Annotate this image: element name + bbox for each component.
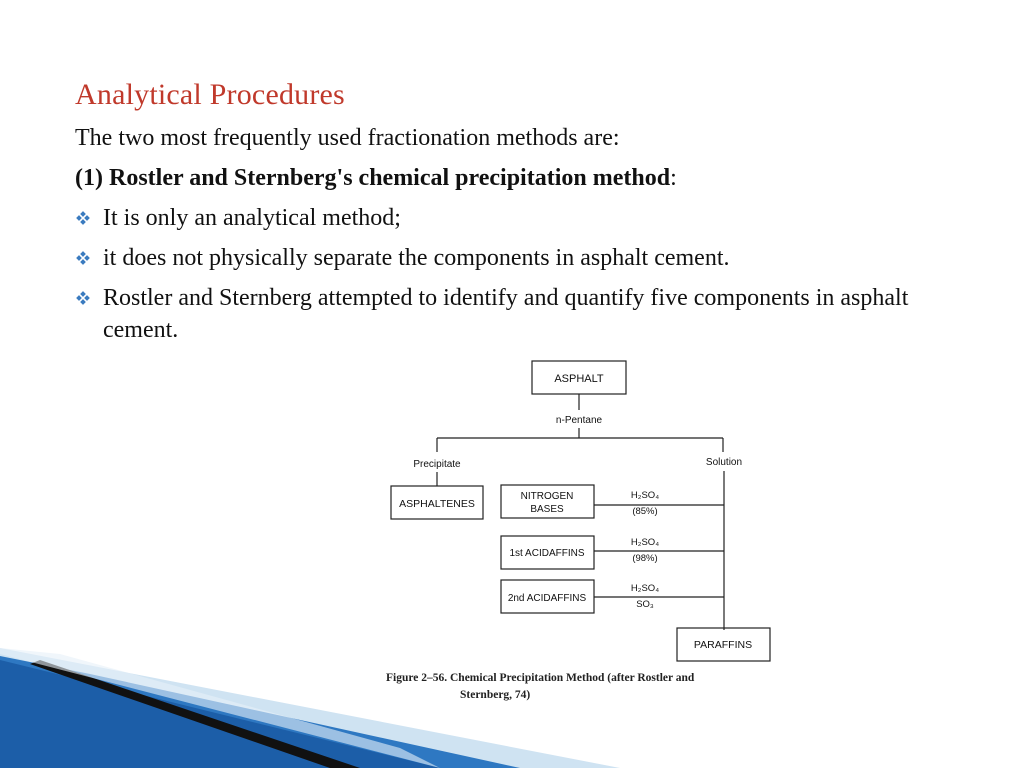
diamond-bullet-icon [75,282,91,314]
figure-caption-line2: Sternberg, 74) [460,689,531,701]
asphaltenes-label: ASPHALTENES [399,498,475,510]
intro-line: The two most frequently used fractionation methods are: [75,125,620,151]
diamond-bullet-icon [75,202,91,234]
bases-label: BASES [530,504,564,515]
acidaffins2-label: 2nd ACIDAFFINS [507,593,587,604]
method-heading [75,162,677,194]
bullet-text: Rostler and Sternberg attempted to identify and quantify five components in asphalt cement. [103,285,909,343]
acidaffins1-label: 1st ACIDAFFINS [509,548,585,559]
reagent3-label: H₂SO₄ [630,583,660,594]
nitrogen-label: NITROGEN [520,491,574,502]
method-heading-colon: : [670,165,677,191]
bullet-text: it does not physically separate the components in asphalt cement. [103,245,730,271]
slide-title: Analytical Procedures [75,78,345,111]
precipitate-label: Precipitate [413,459,461,470]
paraffins-label: PARAFFINS [693,639,753,651]
asphalt-label: ASPHALT [554,373,604,385]
reagent1-label: H₂SO₄ [630,490,660,501]
solution-label: Solution [705,457,743,468]
diamond-bullet-icon [75,242,91,274]
figure-caption-line1: Figure 2–56. Chemical Precipitation Method (after Rostler and [386,672,695,684]
method-heading-text: (1) Rostler and Sternberg's chemical precipitation method [75,165,671,191]
reagent1-conc: (85%) [632,506,658,517]
reagent3-extra: SO₃ [636,599,654,610]
reagent2-label: H₂SO₄ [630,537,660,548]
reagent2-conc: (98%) [632,553,658,564]
bullet-text: It is only an analytical method; [103,205,401,231]
solvent-label: n-Pentane [555,415,603,426]
corner-swoosh-decoration [0,630,620,768]
